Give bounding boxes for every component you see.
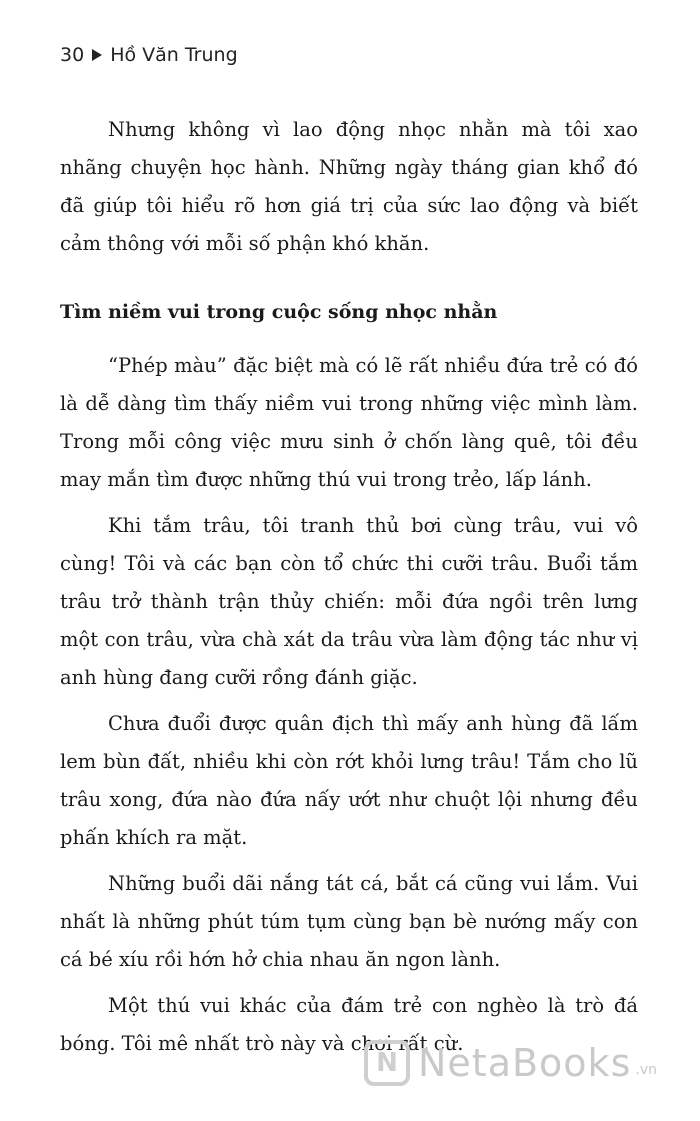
- arrow-right-icon: [92, 49, 102, 61]
- paragraph: Nhưng không vì lao động nhọc nhằn mà tôi xao nhãng chuyện học hành. Những ngày tháng gian khổ đó đã giúp tôi hiểu rõ hơn giá trị của sức lao động và biết cảm thông với mỗi số phận khó khăn.: [60, 118, 638, 255]
- paragraph: Chưa đuổi được quân địch thì mấy anh hùng đã lấm lem bùn đất, nhiều khi còn rớt khỏi lưng trâu! Tắm cho lũ trâu xong, đứa nào đứa nấy ướt như chuột lội nhưng đều phấn khích ra mặt.: [60, 712, 638, 849]
- running-header: [60, 44, 238, 66]
- author-name: Hồ Văn Trung: [110, 44, 238, 66]
- page-body: [60, 111, 638, 1071]
- paragraph: Một thú vui khác của đám trẻ con nghèo là trò đá bóng. Tôi mê nhất trò này và chơi rất cừ.: [60, 994, 638, 1055]
- watermark-suffix: .vn: [635, 1062, 657, 1078]
- page-number: 30: [60, 44, 85, 66]
- paragraph: Những buổi dãi nắng tát cá, bắt cá cũng vui lắm. Vui nhất là những phút túm tụm cùng bạn bè nướng mấy con cá bé xíu rồi hớn hở chia nhau ăn ngon lành.: [60, 872, 638, 971]
- paragraph: “Phép màu” đặc biệt mà có lẽ rất nhiều đứa trẻ có đó là dễ dàng tìm thấy niềm vui trong những việc mình làm. Trong mỗi công việc mưu sinh ở chốn làng quê, tôi đều may mắn tìm được những thú vui trong trẻo, lấp lánh.: [60, 354, 638, 491]
- watermark-brand: NetaBooks: [418, 1041, 632, 1085]
- watermark: [364, 1040, 657, 1086]
- netabooks-logo-icon: N: [364, 1040, 410, 1086]
- paragraph: Khi tắm trâu, tôi tranh thủ bơi cùng trâu, vui vô cùng! Tôi và các bạn còn tổ chức thi cưỡi trâu. Buổi tắm trâu trở thành trận thủy chiến: mỗi đứa ngồi trên lưng một con trâu, vừa chà xát da trâu vừa làm động tác như vị anh hùng đang cưỡi rồng đánh giặc.: [60, 514, 638, 689]
- section-heading: Tìm niềm vui trong cuộc sống nhọc nhằn: [60, 301, 498, 323]
